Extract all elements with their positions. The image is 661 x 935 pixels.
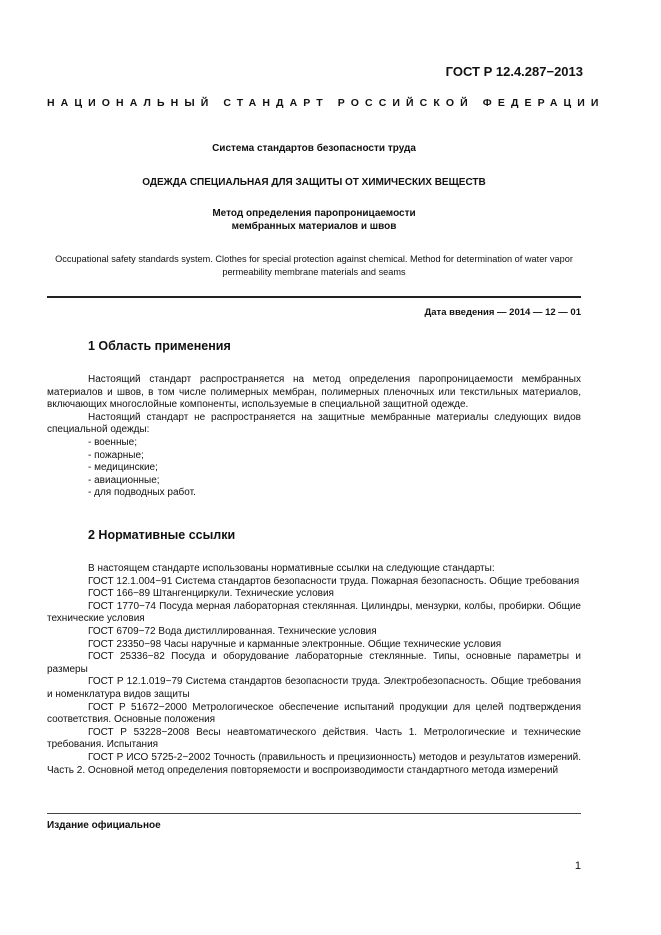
reference-item: ГОСТ Р 51672−2000 Метрологическое обеспечение испытаний продукции для целей подтверждения соответствия. Основные положения: [47, 701, 581, 726]
section1-paragraph: Настоящий стандарт распространяется на метод определения паропроницаемости мембранных материалов и швов, в том числе полимерных мембран, полимерных пленочных или текстильных материалов, включающих многослойные компоненты, используемые в специальной защитной одежде.: [47, 374, 581, 411]
section2-intro: В настоящем стандарте использованы нормативные ссылки на следующие стандарты:: [88, 563, 495, 574]
method-title: [47, 207, 581, 233]
introduction-date: Дата введения — 2014 — 12 — 01: [424, 307, 581, 318]
reference-item: ГОСТ 25336−82 Посуда и оборудование лабораторные стеклянные. Типы, основные параметры и размеры: [47, 651, 581, 675]
section1-heading: 1 Область применения: [88, 339, 231, 353]
system-title: Система стандартов безопасности труда: [212, 143, 416, 154]
list-item: - авиационные;: [88, 474, 160, 486]
header-divider: [47, 296, 581, 298]
section2-heading: 2 Нормативные ссылки: [88, 528, 236, 542]
reference-item: ГОСТ 166−89 Штангенциркули. Технические условия: [88, 588, 334, 600]
national-standard-banner: НАЦИОНАЛЬНЫЙ СТАНДАРТ РОССИЙСКОЙ ФЕДЕРАЦИИ: [47, 97, 605, 109]
list-item: - медицинские;: [88, 462, 158, 474]
official-edition-label: Издание официальное: [47, 820, 161, 831]
reference-item: ГОСТ 6709−72 Вода дистиллированная. Технические условия: [88, 625, 377, 637]
main-title: ОДЕЖДА СПЕЦИАЛЬНАЯ ДЛЯ ЗАЩИТЫ ОТ ХИМИЧЕСКИХ ВЕЩЕСТВ: [142, 177, 486, 188]
footer-divider: [47, 813, 581, 814]
reference-item: ГОСТ 12.1.004−91 Система стандартов безопасности труда. Пожарная безопасность. Общие требования: [88, 575, 580, 587]
list-item: - военные;: [88, 436, 138, 448]
english-title: Occupational safety standards system. Clothes for special protection against chemical. Method for determination of water vapor permeability membrane materials and seams: [55, 254, 573, 277]
gost-number: ГОСТ Р 12.4.287−2013: [445, 64, 583, 79]
reference-item: ГОСТ 23350−98 Часы наручные и карманные электронные. Общие технические условия: [88, 638, 502, 650]
method-title-line2: мембранных материалов и швов: [231, 221, 397, 232]
page-number: 1: [574, 860, 581, 872]
list-item: - для подводных работ.: [88, 487, 196, 499]
reference-item: ГОСТ Р 12.1.019−79 Система стандартов безопасности труда. Электробезопасность. Общие требования и номенклатура видов защиты: [47, 676, 581, 700]
section2-body: [47, 563, 581, 777]
reference-item: ГОСТ Р ИСО 5725-2−2002 Точность (правильность и прецизионность) методов и результатов измерений. Часть 2. Основной метод определения повторяемости и воспроизводимости стандартного метода измерений: [47, 751, 581, 776]
reference-item: ГОСТ Р 53228−2008 Весы неавтоматического действия. Часть 1. Метрологические и технические требования. Испытания: [47, 726, 581, 751]
reference-item: ГОСТ 1770−74 Посуда мерная лабораторная стеклянная. Цилиндры, мензурки, колбы, пробирки. Общие технические условия: [47, 600, 581, 625]
section1-paragraph: Настоящий стандарт не распространяется на защитные мембранные материалы следующих видов специальной одежды:: [47, 411, 581, 436]
list-item: - пожарные;: [88, 449, 144, 461]
section1-body: [47, 374, 581, 500]
method-title-line1: Метод определения паропроницаемости: [212, 208, 416, 219]
